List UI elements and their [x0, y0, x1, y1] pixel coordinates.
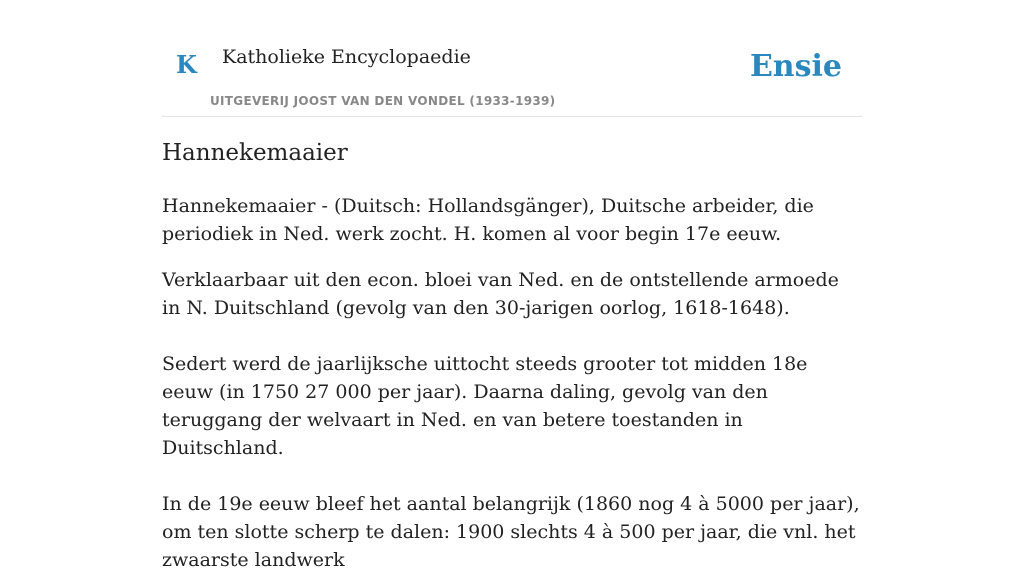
site-header: [162, 0, 862, 117]
article-paragraph: Sedert werd de jaarlijksche uittocht steeds grooter tot midden 18e eeuw (in 1750 27 000 per jaar). Daarna daling, gevolg van den teruggang der welvaart in Ned. en van betere toestanden in Duitschland.: [162, 353, 808, 459]
article-paragraph: Verklaarbaar uit den econ. bloei van Ned. en de ontstellende armoede in N. Duitschland (gevolg van den 30-jarigen oorlog, 1618-1648).: [162, 269, 839, 319]
article-title: Hannekemaaier: [162, 140, 348, 166]
encyclopedia-logo[interactable]: K: [176, 50, 197, 79]
publisher-label: UITGEVERIJ JOOST VAN DEN VONDEL (1933-1939): [210, 94, 556, 108]
ensie-brand-link[interactable]: Ensie: [749, 49, 842, 84]
page: [162, 0, 862, 571]
article-paragraph: In de 19e eeuw bleef het aantal belangrijk (1860 nog 4 à 5000 per jaar), om ten slotte scherp te dalen: 1900 slechts 4 à 500 per jaar, die vnl. het zwaarste landwerk: [162, 493, 860, 571]
article-paragraph: Hannekemaaier - (Duitsch: Hollandsgänger), Duitsche arbeider, die periodiek in Ned. werk zocht. H. komen al voor begin 17e eeuw.: [162, 195, 814, 245]
book-title-link[interactable]: Katholieke Encyclopaedie: [222, 46, 471, 68]
article-body: [162, 192, 862, 574]
